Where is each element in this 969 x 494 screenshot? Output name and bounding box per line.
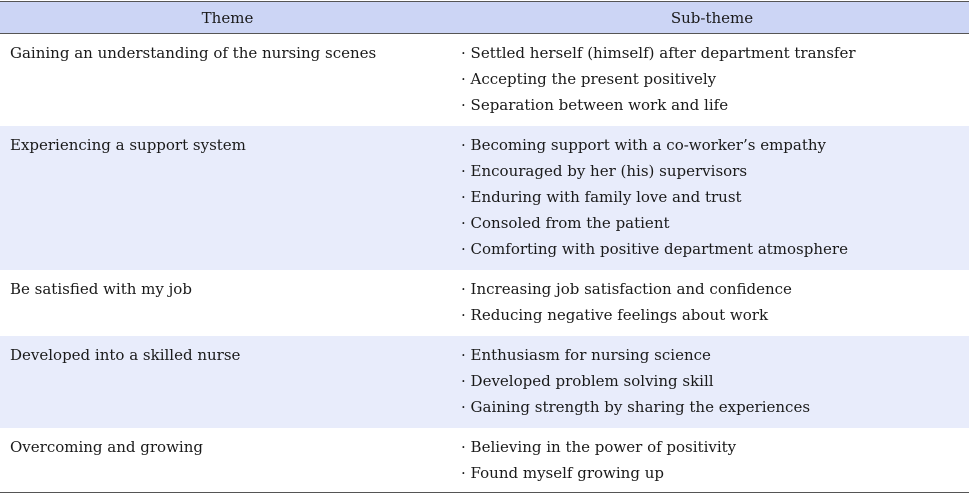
sub-theme-item: · Consoled from the patient [461, 214, 670, 232]
bullet-glyph: · [461, 372, 471, 390]
theme-cell: Experiencing a support system [10, 136, 246, 154]
sub-theme-item: · Separation between work and life [461, 96, 729, 114]
theme-cell: Be satisfied with my job [10, 280, 192, 298]
sub-theme-item: · Enduring with family love and trust [461, 188, 742, 206]
sub-theme-item: · Believing in the power of positivity [461, 438, 737, 456]
bullet-glyph: · [461, 464, 471, 482]
table-row [0, 336, 969, 428]
sub-theme-cell [461, 132, 969, 270]
table-header [0, 2, 969, 34]
sub-theme-item: · Reducing negative feelings about work [461, 306, 769, 324]
bullet-glyph: · [461, 44, 471, 62]
sub-theme-item: · Gaining strength by sharing the experiences [461, 398, 811, 416]
bullet-glyph: · [461, 398, 471, 416]
sub-theme-cell [461, 434, 969, 492]
table-row [0, 34, 969, 126]
table-row [0, 270, 969, 336]
sub-theme-cell [461, 276, 969, 336]
sub-theme-item: · Found myself growing up [461, 464, 664, 482]
sub-theme-item: · Encouraged by her (his) supervisors [461, 162, 748, 180]
table-row [0, 428, 969, 492]
bullet-glyph: · [461, 438, 471, 456]
sub-theme-item: · Becoming support with a co-worker’s empathy [461, 136, 827, 154]
bullet-glyph: · [461, 188, 471, 206]
header-theme: Theme [201, 8, 254, 27]
bullet-glyph: · [461, 136, 471, 154]
bullet-glyph: · [461, 240, 471, 258]
sub-theme-item: · Settled herself (himself) after department transfer [461, 44, 856, 62]
bullet-glyph: · [461, 306, 471, 324]
sub-theme-item: · Accepting the present positively [461, 70, 717, 88]
bullet-glyph: · [461, 70, 471, 88]
sub-theme-cell [461, 40, 969, 126]
bullet-glyph: · [461, 346, 471, 364]
bullet-glyph: · [461, 162, 471, 180]
theme-cell: Developed into a skilled nurse [10, 346, 241, 364]
themes-table [0, 1, 969, 493]
bullet-glyph: · [461, 96, 471, 114]
bullet-glyph: · [461, 280, 471, 298]
sub-theme-item: · Enthusiasm for nursing science [461, 346, 711, 364]
sub-theme-item: · Developed problem solving skill [461, 372, 714, 390]
sub-theme-item: · Comforting with positive department atmosphere [461, 240, 848, 258]
table-row [0, 126, 969, 270]
theme-cell: Gaining an understanding of the nursing scenes [10, 44, 377, 62]
theme-cell: Overcoming and growing [10, 438, 203, 456]
header-sub-theme: Sub-theme [670, 8, 754, 27]
sub-theme-item: · Increasing job satisfaction and confidence [461, 280, 792, 298]
sub-theme-cell [461, 342, 969, 428]
bullet-glyph: · [461, 214, 471, 232]
